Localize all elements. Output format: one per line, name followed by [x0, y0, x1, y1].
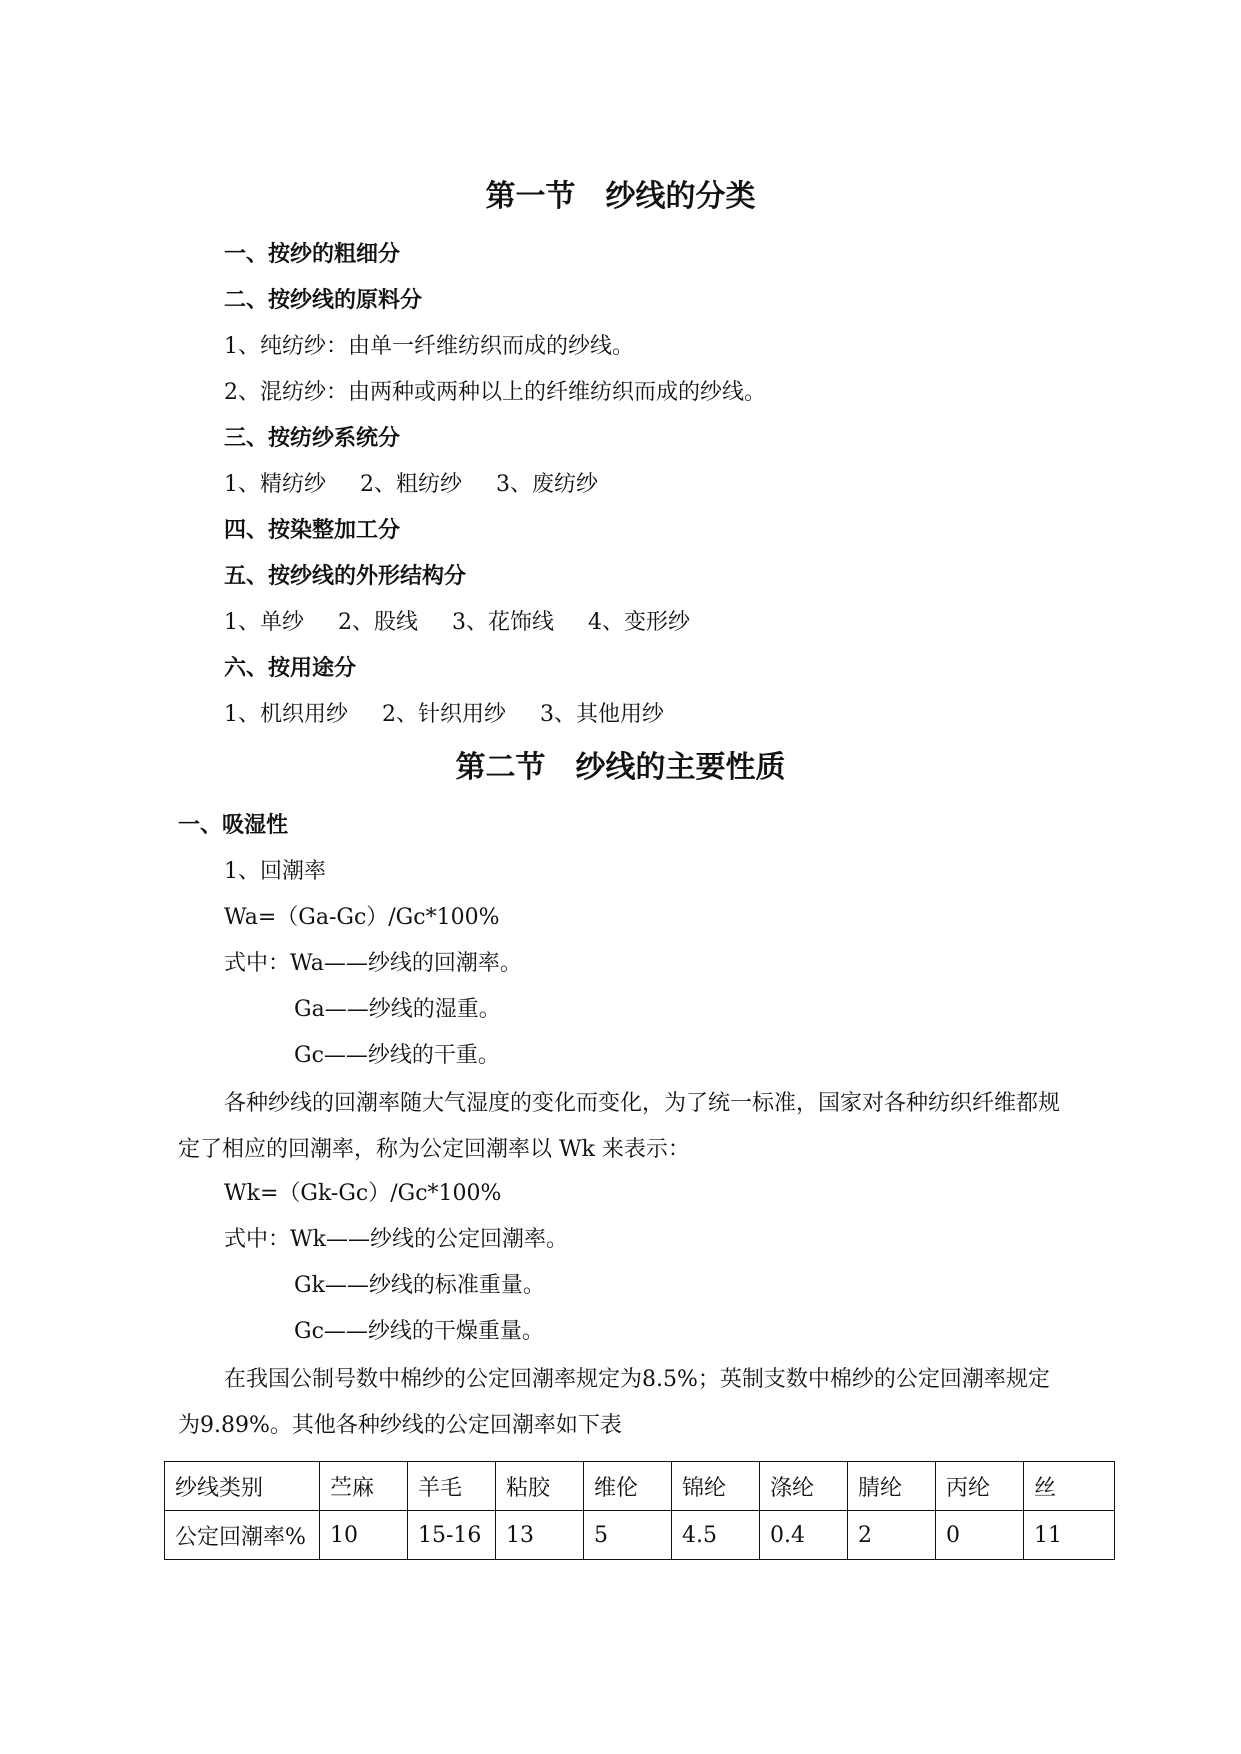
- heading-hygroscopicity: 一、吸湿性: [178, 813, 289, 838]
- heading-by-structure: 五、按纱线的外形结构分: [224, 564, 467, 589]
- item-blended-yarn: 2、混纺纱：由两种或两种以上的纤维纺织而成的纱线。: [224, 380, 766, 405]
- table-cell: 纱线类别: [165, 1462, 320, 1511]
- paragraph-cotton-regain: 在我国公制号数中棉纱的公定回潮率规定为8.5%；英制支数中棉纱的公定回潮率规定为9.89%。其他各种纱线的公定回潮率如下表: [178, 1367, 1050, 1438]
- spinning-system-list: [224, 470, 598, 500]
- definition-gk: Gk——纱线的标准重量。: [294, 1273, 545, 1298]
- list-item: 1、机织用纱: [224, 702, 348, 727]
- formula-wa: Wa=（Ga-Gc）/Gc*100%: [224, 905, 500, 930]
- table-cell: 0: [936, 1511, 1024, 1560]
- table-cell: 11: [1024, 1511, 1115, 1560]
- regain-table: [164, 1461, 1115, 1560]
- section2-title: 第二节 纱线的主要性质: [455, 750, 786, 785]
- table-cell: 维伦: [584, 1462, 672, 1511]
- heading-by-thickness: 一、按纱的粗细分: [224, 242, 401, 267]
- table-cell: 15-16: [408, 1511, 496, 1560]
- list-item: 3、废纺纱: [496, 472, 598, 497]
- definition-gc: Gc——纱线的干重。: [294, 1043, 500, 1068]
- table-cell: 公定回潮率%: [165, 1511, 320, 1560]
- formula-wk: Wk=（Gk-Gc）/Gc*100%: [224, 1181, 502, 1206]
- definition-ga: Ga——纱线的湿重。: [294, 997, 501, 1022]
- list-item: 1、单纱: [224, 610, 304, 635]
- usage-list: [224, 700, 664, 730]
- table-cell: 10: [320, 1511, 408, 1560]
- table-cell: 羊毛: [408, 1462, 496, 1511]
- table-cell: 锦纶: [672, 1462, 760, 1511]
- list-item: 2、针织用纱: [382, 702, 506, 727]
- table-cell: 丙纶: [936, 1462, 1024, 1511]
- table-cell: 苎麻: [320, 1462, 408, 1511]
- subheading-moisture-regain: 1、回潮率: [224, 859, 326, 884]
- table-row: [165, 1462, 1115, 1511]
- list-item: 2、粗纺纱: [360, 472, 462, 497]
- heading-by-spinning-system: 三、按纺纱系统分: [224, 426, 401, 451]
- heading-by-usage: 六、按用途分: [224, 656, 357, 681]
- table-cell: 腈纶: [848, 1462, 936, 1511]
- table-cell: 粘胶: [496, 1462, 584, 1511]
- definition-wk: 式中：Wk——纱线的公定回潮率。: [224, 1227, 568, 1252]
- table-row: [165, 1511, 1115, 1560]
- item-pure-yarn: 1、纯纺纱：由单一纤维纺织而成的纱线。: [224, 334, 634, 359]
- definition-gc-dry: Gc——纱线的干燥重量。: [294, 1319, 544, 1344]
- list-item: 3、花饰线: [452, 610, 554, 635]
- heading-by-material: 二、按纱线的原料分: [224, 288, 423, 313]
- paragraph-standard-regain: 各种纱线的回潮率随大气湿度的变化而变化，为了统一标准，国家对各种纺织纤维都规定了相应的回潮率，称为公定回潮率以 Wk 来表示：: [178, 1091, 1061, 1162]
- list-item: 2、股线: [338, 610, 418, 635]
- table-cell: 0.4: [760, 1511, 848, 1560]
- list-item: 4、变形纱: [588, 610, 690, 635]
- table-cell: 2: [848, 1511, 936, 1560]
- list-item: 1、精纺纱: [224, 472, 326, 497]
- definition-wa: 式中：Wa——纱线的回潮率。: [224, 951, 522, 976]
- table-cell: 13: [496, 1511, 584, 1560]
- table-cell: 涤纶: [760, 1462, 848, 1511]
- table-cell: 4.5: [672, 1511, 760, 1560]
- heading-by-finishing: 四、按染整加工分: [224, 518, 401, 543]
- structure-list: [224, 608, 690, 638]
- list-item: 3、其他用纱: [540, 702, 664, 727]
- table-cell: 5: [584, 1511, 672, 1560]
- table-cell: 丝: [1024, 1462, 1115, 1511]
- section1-title: 第一节 纱线的分类: [485, 179, 756, 214]
